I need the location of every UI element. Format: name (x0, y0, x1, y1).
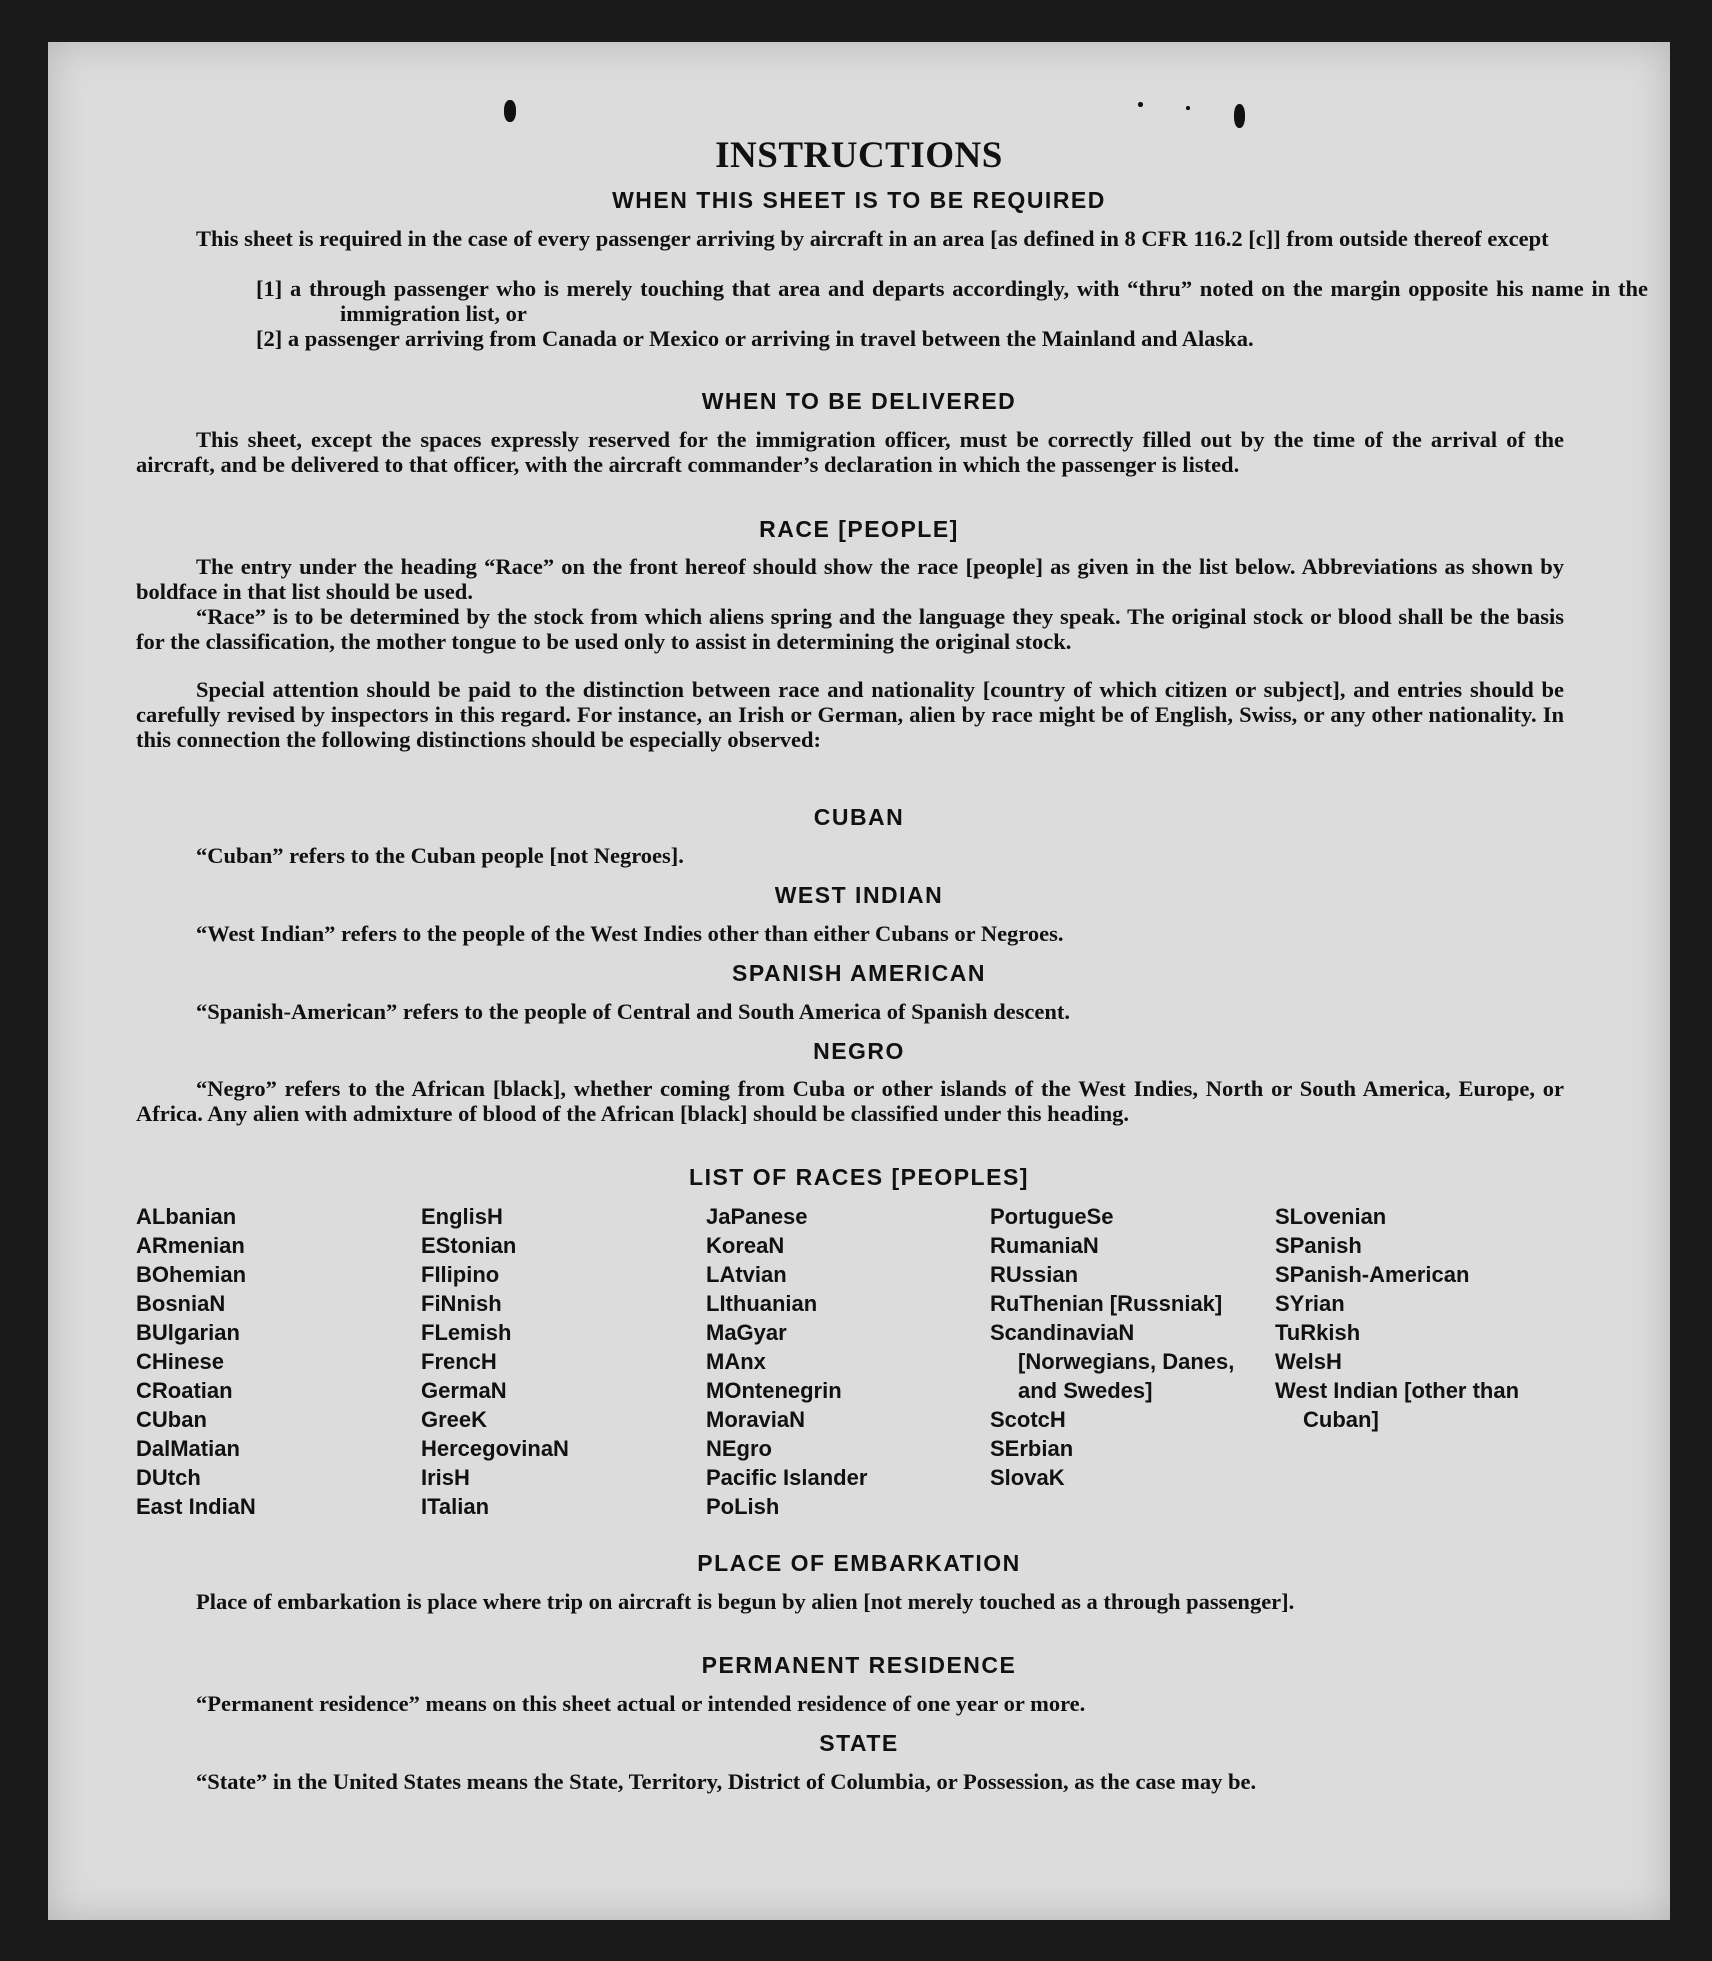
race-entry: RuThenian [Russniak] (990, 1291, 1223, 1316)
race-entry: MaGyar (706, 1320, 787, 1345)
race-entry: PortugueSe (990, 1204, 1114, 1229)
race-paragraph-2: “Race” is to be determined by the stock from which aliens spring and the language they speak. The original stock or blood shall be the basis for the classification, the mother tongue to be used only to assist in determining the original stock. (136, 604, 1564, 654)
race-entry: EnglisH (421, 1204, 503, 1229)
race-entry: MOntenegrin (706, 1378, 842, 1403)
heading-race: RACE [PEOPLE] (759, 516, 959, 542)
page-title: INSTRUCTIONS (715, 135, 1003, 176)
race-entry: DUtch (136, 1465, 201, 1490)
required-item-1: [1] a through passenger who is merely touching that area and departs accordingly, with “thru” noted on the margin opposite his name in the immigration list, or (256, 276, 1648, 326)
race-entry: RUssian (990, 1262, 1079, 1287)
race-entry: MoraviaN (706, 1407, 806, 1432)
ink-mark (1234, 104, 1245, 128)
race-entry: SPanish-American (1275, 1262, 1470, 1287)
race-paragraph-1: The entry under the heading “Race” on the front hereof should show the race [people] as given in the list below. Abbreviations as shown by boldface in that list should be used. (136, 554, 1564, 604)
heading-west-indian: WEST INDIAN (774, 882, 944, 908)
race-entry: BosniaN (136, 1291, 226, 1316)
race-entry: EStonian (421, 1233, 517, 1258)
heading-list-of-races: LIST OF RACES [PEOPLES] (689, 1164, 1029, 1190)
race-entry: ARmenian (136, 1233, 245, 1258)
race-entry: IrisH (421, 1465, 470, 1490)
race-entry: SLovenian (1275, 1204, 1387, 1229)
instruction-sheet (48, 42, 1670, 1920)
race-entry: HercegovinaN (421, 1436, 569, 1461)
negro-text: “Negro” refers to the African [black], whether coming from Cuba or other islands of the West Indies, North or South America, Europe, or Africa. Any alien with admixture of blood of the African [black] should be classified under this heading. (136, 1076, 1564, 1126)
races-column-2 (421, 1202, 691, 1521)
spanish-american-text: “Spanish-American” refers to the people of Central and South America of Spanish descent. (196, 999, 1070, 1024)
race-entry: SPanish (1275, 1233, 1362, 1258)
required-item-2: [2] a passenger arriving from Canada or Mexico or arriving in travel between the Mainland and Alaska. (256, 326, 1254, 351)
race-entry: SYrian (1275, 1291, 1345, 1316)
heading-cuban: CUBAN (813, 804, 905, 830)
race-entry: East IndiaN (136, 1494, 256, 1519)
race-entry: Pacific Islander (706, 1465, 868, 1490)
race-entry: FrencH (421, 1349, 497, 1374)
race-entry: BOhemian (136, 1262, 247, 1287)
race-entry: GreeK (421, 1407, 488, 1432)
embarkation-text: Place of embarkation is place where trip on aircraft is begun by alien [not merely touched as a through passenger]. (196, 1589, 1295, 1614)
race-entry: CRoatian (136, 1378, 233, 1403)
race-entry: FIlipino (421, 1262, 500, 1287)
race-paragraph-3: Special attention should be paid to the distinction between race and nationality [country of which citizen or subject], and entries should be carefully revised by inspectors in this regard. For instance, an Irish or German, alien by race might be of English, Swiss, or any other nationality. In this connection the following distinctions should be especially observed: (136, 677, 1564, 752)
race-entry: JaPanese (706, 1204, 808, 1229)
race-entry: NEgro (706, 1436, 772, 1461)
heading-state: STATE (819, 1730, 899, 1756)
race-entry: ScandinaviaN [Norwegians, Danes, and Swedes] (990, 1320, 1235, 1403)
race-entry: CHinese (136, 1349, 225, 1374)
race-entry: DalMatian (136, 1436, 240, 1461)
ink-mark (504, 100, 516, 122)
race-entry: LIthuanian (706, 1291, 818, 1316)
races-column-1 (136, 1202, 406, 1521)
required-intro: This sheet is required in the case of every passenger arriving by aircraft in an area [as defined in 8 CFR 116.2 [c]] from outside thereof except (196, 226, 1549, 251)
heading-negro: NEGRO (813, 1038, 905, 1064)
state-text: “State” in the United States means the State, Territory, District of Columbia, or Possession, as the case may be. (196, 1769, 1257, 1794)
residence-text: “Permanent residence” means on this sheet actual or intended residence of one year or more. (196, 1691, 1086, 1716)
race-entry: ALbanian (136, 1204, 237, 1229)
heading-when-required: WHEN THIS SHEET IS TO BE REQUIRED (612, 187, 1106, 213)
race-entry: CUban (136, 1407, 207, 1432)
race-entry: ScotcH (990, 1407, 1066, 1432)
race-entry: SErbian (990, 1436, 1074, 1461)
race-entry: WelsH (1275, 1349, 1342, 1374)
cuban-text: “Cuban” refers to the Cuban people [not Negroes]. (196, 843, 684, 868)
race-entry: ITalian (421, 1494, 490, 1519)
races-column-5 (1275, 1202, 1565, 1434)
heading-when-delivered: WHEN TO BE DELIVERED (701, 388, 1017, 414)
race-entry: West Indian [other than Cuban] (1275, 1378, 1520, 1432)
race-entry: KoreaN (706, 1233, 785, 1258)
race-entry: FLemish (421, 1320, 512, 1345)
heading-spanish-american: SPANISH AMERICAN (731, 960, 986, 986)
race-entry: TuRkish (1275, 1320, 1361, 1345)
heading-place-of-embarkation: PLACE OF EMBARKATION (697, 1550, 1021, 1576)
ink-dot (1138, 102, 1143, 107)
race-entry: SlovaK (990, 1465, 1065, 1490)
west-indian-text: “West Indian” refers to the people of the West Indies other than either Cubans or Negroes. (196, 921, 1064, 946)
race-entry: GermaN (421, 1378, 507, 1403)
delivered-text: This sheet, except the spaces expressly reserved for the immigration officer, must be correctly filled out by the time of the arrival of the aircraft, and be delivered to that officer, with the aircraft commander’s declaration in which the passenger is listed. (136, 427, 1564, 477)
race-entry: PoLish (706, 1494, 780, 1519)
race-entry: BUlgarian (136, 1320, 240, 1345)
race-entry: FiNnish (421, 1291, 502, 1316)
race-entry: MAnx (706, 1349, 766, 1374)
ink-dot (1186, 106, 1190, 110)
races-column-4 (990, 1202, 1250, 1492)
race-entry: RumaniaN (990, 1233, 1099, 1258)
heading-permanent-residence: PERMANENT RESIDENCE (701, 1652, 1017, 1678)
races-column-3 (706, 1202, 976, 1521)
race-entry: LAtvian (706, 1262, 787, 1287)
